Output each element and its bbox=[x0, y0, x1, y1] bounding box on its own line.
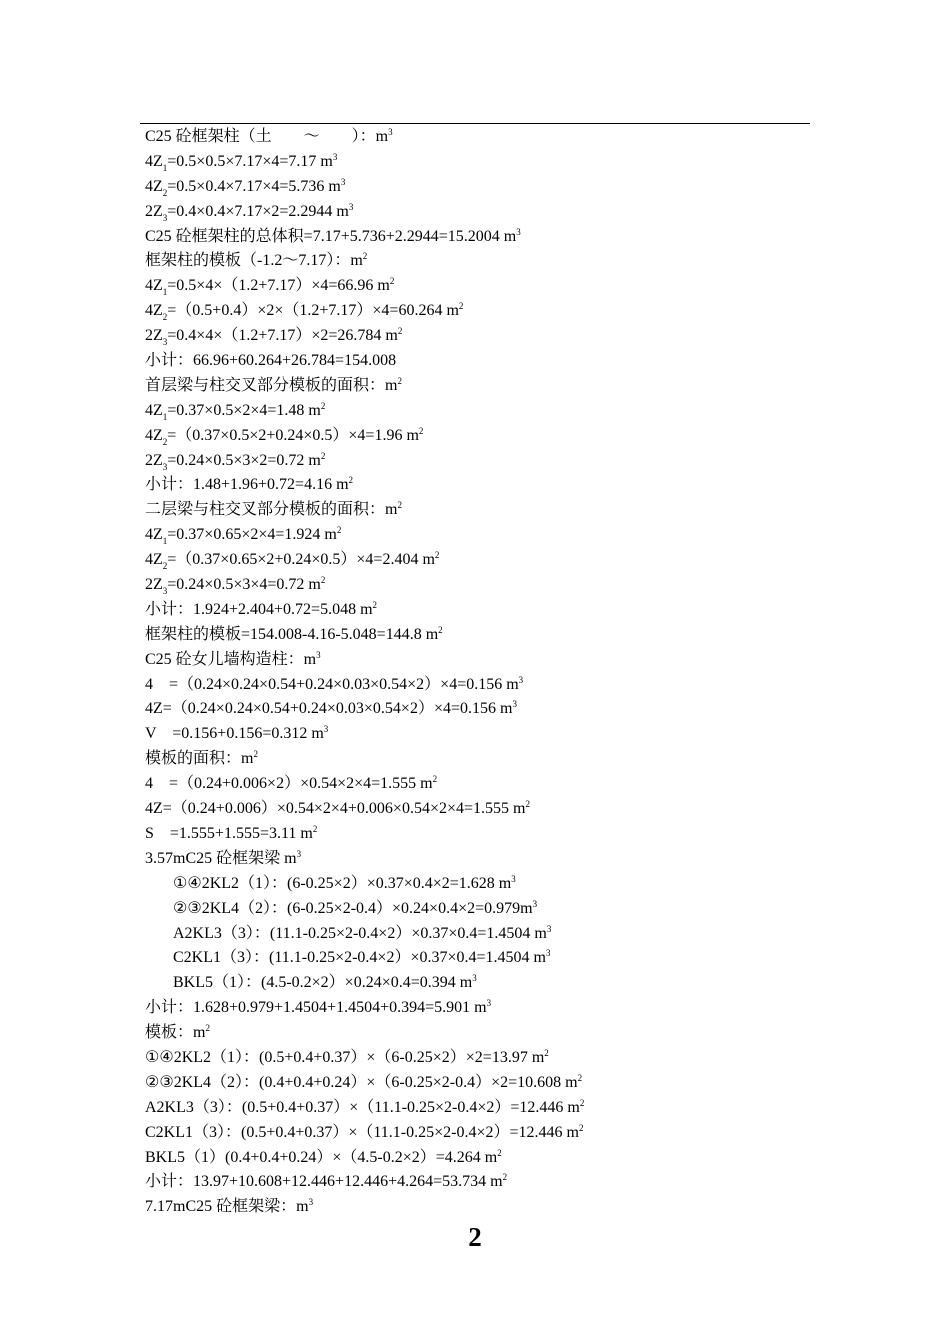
calc-line bbox=[145, 722, 805, 747]
line-unit-exponent: 2 bbox=[418, 425, 424, 436]
line-subscript: 1 bbox=[162, 536, 168, 547]
line-text: 3.57mC25 砼框架梁 m bbox=[145, 849, 297, 867]
document-body bbox=[145, 125, 805, 1220]
line-unit-exponent: 3 bbox=[516, 226, 521, 237]
line-unit-exponent: 2 bbox=[336, 525, 342, 536]
line-unit-exponent: 2 bbox=[362, 251, 368, 262]
line-text: S =1.555+1.555=3.11 m bbox=[145, 824, 313, 842]
line-text: 4 =（0.24×0.24×0.54+0.24×0.03×0.54×2）×4=0.156 m bbox=[145, 675, 519, 693]
line-text: 小计：66.96+60.264+26.784=154.008 bbox=[145, 352, 397, 370]
calc-line bbox=[145, 274, 805, 299]
page-number: 2 bbox=[468, 1222, 482, 1252]
line-text: C25 砼框架柱的总体积=7.17+5.736+2.2944=15.2004 m bbox=[145, 227, 517, 245]
calc-line bbox=[145, 822, 805, 847]
calc-line bbox=[145, 897, 805, 922]
line-unit-exponent: 2 bbox=[348, 475, 354, 486]
calc-line bbox=[145, 473, 805, 498]
line-unit-exponent: 2 bbox=[397, 500, 402, 511]
line-unit-exponent: 2 bbox=[544, 1047, 549, 1058]
line-unit-exponent: 3 bbox=[348, 201, 354, 212]
line-text: 2Z bbox=[145, 202, 163, 220]
line-unit-exponent: 3 bbox=[323, 724, 329, 735]
line-unit-exponent: 3 bbox=[316, 649, 321, 660]
calc-line bbox=[145, 523, 805, 548]
line-text: 4Z bbox=[145, 426, 163, 444]
calc-line bbox=[145, 349, 805, 374]
line-unit-exponent: 3 bbox=[332, 151, 338, 162]
line-text: ②③2KL4（2）：(0.4+0.4+0.24）×（6-0.25×2-0.4）×2=10.608 m bbox=[145, 1073, 578, 1091]
line-text: C2KL1（3）：(0.5+0.4+0.37）×（11.1-0.25×2-0.4×2）=12.446 m bbox=[145, 1123, 579, 1141]
line-text: 4 =（0.24+0.006×2）×0.54×2×4=1.555 m bbox=[145, 775, 433, 793]
line-text: 2Z bbox=[145, 576, 163, 594]
line-text: V =0.156+0.156=0.312 m bbox=[145, 725, 324, 743]
calc-line bbox=[145, 872, 805, 897]
calc-line bbox=[145, 797, 805, 822]
line-text: 小计：1.628+0.979+1.4504+1.4504+0.394=5.901 m bbox=[145, 999, 487, 1017]
line-unit-exponent: 3 bbox=[486, 998, 492, 1009]
line-text: 4Z bbox=[145, 277, 163, 295]
line-text: 4Z bbox=[145, 302, 163, 320]
line-unit-exponent: 3 bbox=[296, 848, 302, 859]
calc-line bbox=[145, 971, 805, 996]
line-subscript: 1 bbox=[162, 411, 168, 422]
line-subscript: 1 bbox=[162, 287, 168, 298]
calc-line bbox=[145, 598, 805, 623]
line-text: 框架柱的模板=154.008-4.16-5.048=144.8 m bbox=[145, 625, 439, 643]
calc-line bbox=[145, 648, 805, 673]
line-text: 小计：13.97+10.608+12.446+12.446+4.264=53.734 m bbox=[145, 1173, 503, 1191]
calc-line bbox=[145, 299, 805, 324]
line-subscript: 2 bbox=[162, 312, 168, 323]
line-unit-exponent: 2 bbox=[397, 375, 402, 386]
line-unit-exponent: 3 bbox=[512, 699, 517, 710]
line-text: 4Z bbox=[145, 401, 163, 419]
line-unit-exponent: 2 bbox=[458, 301, 464, 312]
line-formula: =0.4×4×（1.2+7.17）×2=26.784 m bbox=[167, 327, 398, 345]
line-unit-exponent: 2 bbox=[497, 1147, 502, 1158]
calc-line bbox=[145, 1121, 805, 1146]
calc-line bbox=[145, 498, 805, 523]
line-formula: =0.24×0.5×3×4=0.72 m bbox=[167, 576, 321, 594]
line-text: ①④2KL2（1）：(0.5+0.4+0.37）×（6-0.25×2）×2=13.97 m bbox=[145, 1048, 545, 1066]
line-text: 模板：m bbox=[145, 1024, 206, 1042]
line-formula: =0.5×0.4×7.17×4=5.736 m bbox=[167, 177, 341, 195]
calc-line bbox=[145, 324, 805, 349]
line-unit-exponent: 3 bbox=[472, 973, 477, 984]
line-text: ②③2KL4（2）：(6-0.25×2-0.4）×0.24×0.4×2=0.979m bbox=[173, 899, 533, 917]
line-unit-exponent: 3 bbox=[340, 176, 346, 187]
line-formula: =（0.24×0.24×0.54+0.24×0.03×0.54×2）×4=0.156 m bbox=[162, 700, 513, 718]
calc-line bbox=[145, 573, 805, 598]
calc-line bbox=[145, 1096, 805, 1121]
calc-line bbox=[145, 1021, 805, 1046]
calc-line bbox=[145, 747, 805, 772]
calc-line bbox=[145, 673, 805, 698]
line-text: A2KL3（3）：(0.5+0.4+0.37）×（11.1-0.25×2-0.4×2）=12.446 m bbox=[145, 1098, 580, 1116]
line-formula: =0.4×0.4×7.17×2=2.2944 m bbox=[167, 202, 349, 220]
line-text: 首层梁与柱交叉部分模板的面积：m bbox=[145, 376, 398, 394]
calc-line bbox=[145, 996, 805, 1021]
line-subscript: 3 bbox=[162, 337, 168, 348]
line-unit-exponent: 3 bbox=[308, 1197, 314, 1208]
line-subscript: 3 bbox=[162, 586, 168, 597]
line-formula: =（0.5+0.4）×2×（1.2+7.17）×4=60.264 m bbox=[167, 302, 459, 320]
line-formula: =0.24×0.5×3×2=0.72 m bbox=[167, 451, 321, 469]
line-text: 框架柱的模板（-1.2～7.17）：m bbox=[145, 252, 363, 270]
line-text: 2Z bbox=[145, 451, 163, 469]
line-unit-exponent: 3 bbox=[532, 898, 538, 909]
line-text: BKL5（1）(0.4+0.4+0.24）×（4.5-0.2×2）=4.264 m bbox=[145, 1148, 498, 1166]
line-text: A2KL3（3）：(11.1-0.25×2-0.4×2）×0.37×0.4=1.4504 m bbox=[173, 924, 547, 942]
line-formula: =（0.37×0.5×2+0.24×0.5）×4=1.96 m bbox=[167, 426, 419, 444]
calc-line bbox=[145, 772, 805, 797]
line-unit-exponent: 2 bbox=[502, 1172, 508, 1183]
line-unit-exponent: 2 bbox=[389, 276, 395, 287]
line-formula: =0.37×0.5×2×4=1.48 m bbox=[167, 401, 321, 419]
calc-line bbox=[145, 1146, 805, 1171]
line-text: 2Z bbox=[145, 327, 163, 345]
line-text: ①④2KL2（1）：(6-0.25×2）×0.37×0.4×2=1.628 m bbox=[173, 874, 512, 892]
line-text: 4Z bbox=[145, 526, 163, 544]
line-text: 模板的面积：m bbox=[145, 750, 254, 768]
line-subscript: 2 bbox=[162, 436, 168, 447]
line-unit-exponent: 2 bbox=[253, 749, 258, 760]
calc-line bbox=[145, 1170, 805, 1195]
calc-line bbox=[145, 847, 805, 872]
header-rule bbox=[140, 123, 810, 124]
line-unit-exponent: 2 bbox=[312, 823, 318, 834]
line-unit-exponent: 3 bbox=[511, 873, 516, 884]
calc-line bbox=[145, 225, 805, 250]
line-subscript: 2 bbox=[162, 187, 168, 198]
calc-line bbox=[145, 374, 805, 399]
line-subscript: 1 bbox=[162, 162, 168, 173]
line-text: 二层梁与柱交叉部分模板的面积：m bbox=[145, 501, 398, 519]
calc-line bbox=[145, 424, 805, 449]
line-formula: =0.5×4×（1.2+7.17）×4=66.96 m bbox=[167, 277, 390, 295]
line-text: BKL5（1）：(4.5-0.2×2）×0.24×0.4=0.394 m bbox=[173, 974, 473, 992]
calc-line bbox=[145, 1071, 805, 1096]
calc-line bbox=[145, 1046, 805, 1071]
calc-line bbox=[145, 697, 805, 722]
line-unit-exponent: 3 bbox=[545, 948, 551, 959]
line-text: C25 砼框架柱（土 ～ ）：m bbox=[145, 128, 389, 145]
line-subscript: 2 bbox=[162, 561, 168, 572]
line-text: 4Z bbox=[145, 152, 163, 170]
line-unit-exponent: 3 bbox=[518, 674, 524, 685]
line-unit-exponent: 2 bbox=[579, 1097, 585, 1108]
line-formula: =0.5×0.5×7.17×4=7.17 m bbox=[167, 152, 333, 170]
line-unit-exponent: 2 bbox=[578, 1122, 584, 1133]
line-formula: =（0.37×0.65×2+0.24×0.5）×4=2.404 m bbox=[167, 551, 435, 569]
calc-line bbox=[145, 249, 805, 274]
line-text: 7.17mC25 砼框架梁：m bbox=[145, 1198, 309, 1216]
calc-line bbox=[145, 150, 805, 175]
line-text: 4Z bbox=[145, 551, 163, 569]
line-unit-exponent: 2 bbox=[434, 550, 440, 561]
line-unit-exponent: 2 bbox=[525, 799, 530, 810]
line-unit-exponent: 2 bbox=[577, 1072, 583, 1083]
line-unit-exponent: 3 bbox=[388, 127, 393, 137]
line-formula: =0.37×0.65×2×4=1.924 m bbox=[167, 526, 337, 544]
line-subscript: 3 bbox=[162, 461, 168, 472]
line-text: 4Z bbox=[145, 800, 163, 818]
line-text: C25 砼女儿墙构造柱：m bbox=[145, 650, 317, 668]
line-text: 4Z bbox=[145, 700, 163, 718]
line-unit-exponent: 3 bbox=[546, 923, 552, 934]
line-unit-exponent: 2 bbox=[320, 450, 326, 461]
calc-line bbox=[145, 946, 805, 971]
line-text: 4Z bbox=[145, 177, 163, 195]
calc-line bbox=[145, 922, 805, 947]
calc-line bbox=[145, 623, 805, 648]
line-unit-exponent: 2 bbox=[438, 624, 443, 635]
calc-line bbox=[145, 449, 805, 474]
calc-line bbox=[145, 399, 805, 424]
line-unit-exponent: 2 bbox=[432, 774, 438, 785]
line-text: 小计：1.924+2.404+0.72=5.048 m bbox=[145, 600, 373, 618]
calc-line bbox=[145, 200, 805, 225]
calc-line bbox=[145, 125, 805, 150]
calc-line bbox=[145, 1195, 805, 1220]
line-unit-exponent: 2 bbox=[372, 599, 378, 610]
line-text: C2KL1（3）：(11.1-0.25×2-0.4×2）×0.37×0.4=1.4504 m bbox=[173, 949, 546, 967]
calc-line bbox=[145, 548, 805, 573]
line-unit-exponent: 2 bbox=[397, 326, 403, 337]
calc-line bbox=[145, 175, 805, 200]
line-text: 小计：1.48+1.96+0.72=4.16 m bbox=[145, 476, 349, 494]
line-subscript: 3 bbox=[162, 212, 168, 223]
line-unit-exponent: 2 bbox=[320, 400, 326, 411]
line-unit-exponent: 2 bbox=[205, 1023, 210, 1034]
line-formula: =（0.24+0.006）×0.54×2×4+0.006×0.54×2×4=1.555 m bbox=[162, 800, 526, 818]
line-unit-exponent: 2 bbox=[320, 575, 326, 586]
